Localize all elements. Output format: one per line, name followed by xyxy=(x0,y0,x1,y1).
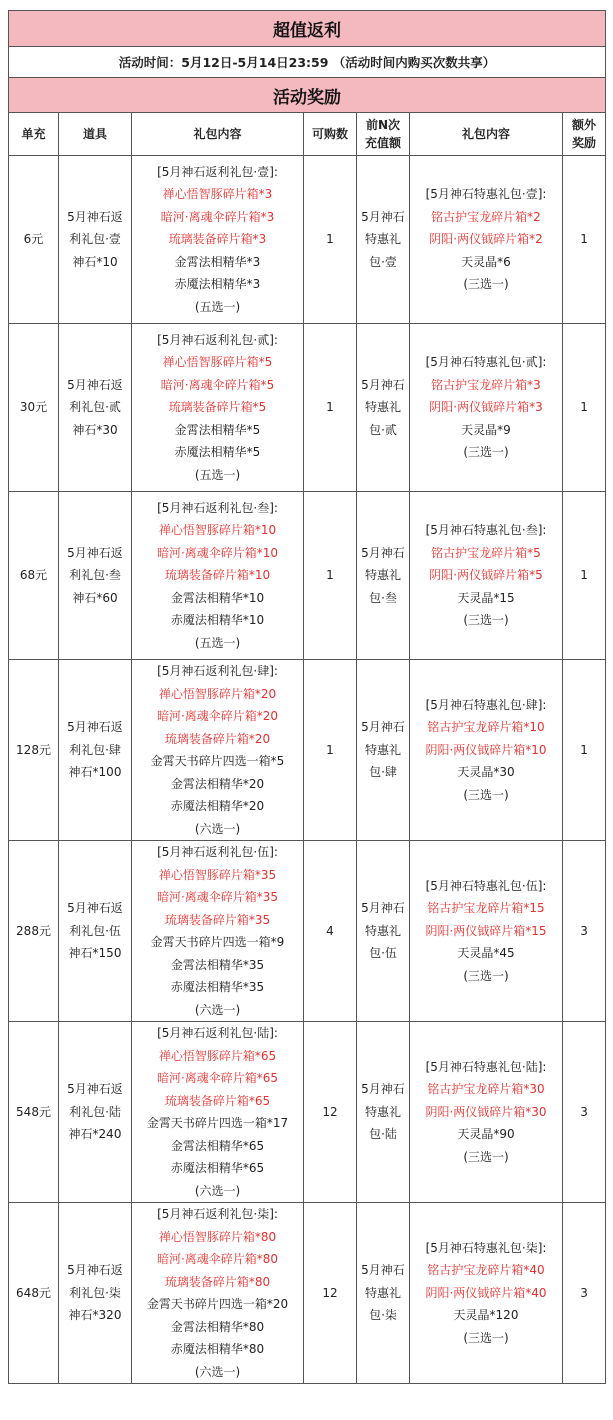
first-n-line: 包·壹 xyxy=(369,254,397,269)
pack2-line: 阴阳·两仪钺碎片箱*30 xyxy=(425,1104,547,1119)
pack2-line: 天灵晶*9 xyxy=(461,422,511,437)
pack-line: (六选一) xyxy=(194,1002,241,1017)
pack2-line: [5月神石特惠礼包·陆]: xyxy=(425,1059,547,1074)
pack-line: 琉璃装备碎片箱*10 xyxy=(164,568,271,583)
pack-line: 琉璃装备碎片箱*3 xyxy=(168,232,267,247)
pack2-line: [5月神石特惠礼包·叁]: xyxy=(425,523,547,538)
pack-line: 金霄法相精华*20 xyxy=(170,776,265,791)
pack-line: (五选一) xyxy=(194,467,241,482)
page-title: 超值返利 xyxy=(9,11,606,47)
buyable-count: 4 xyxy=(304,841,357,1022)
pack-contents xyxy=(132,156,304,324)
pack2-line: 阴阳·两仪钺碎片箱*3 xyxy=(429,400,543,415)
pack-line: 金霄法相精华*5 xyxy=(174,422,261,437)
item-line: 5月神石返 xyxy=(67,720,123,735)
recharge-amount: 68元 xyxy=(9,492,59,660)
first-n-line: 特惠礼 xyxy=(364,742,401,757)
recharge-amount: 548元 xyxy=(9,1022,59,1203)
pack-line: 赤魇法相精华*80 xyxy=(170,1342,265,1356)
pack-line: 赤魇法相精华*5 xyxy=(174,445,261,460)
item-line: 5月神石返 xyxy=(67,901,123,916)
pack-line: 琉璃装备碎片箱*65 xyxy=(164,1093,271,1108)
item-line: 神石*60 xyxy=(72,590,118,605)
pack2-line: 阴阳·两仪钺碎片箱*40 xyxy=(425,1285,547,1300)
item-line: 利礼包·肆 xyxy=(69,742,121,757)
pack2-line: 天灵晶*45 xyxy=(457,946,515,961)
pack2-line: 铭古护宝龙碎片箱*30 xyxy=(427,1082,545,1097)
pack-line: [5月神石返利礼包·伍]: xyxy=(157,845,278,859)
recharge-amount: 288元 xyxy=(9,841,59,1022)
first-n-line: 5月神石 xyxy=(361,1263,405,1278)
pack-line: 禅心悟智豚碎片箱*10 xyxy=(158,523,277,538)
item-name xyxy=(59,492,132,660)
extra-reward: 1 xyxy=(563,492,606,660)
extra-reward: 1 xyxy=(563,156,606,324)
item-line: 5月神石返 xyxy=(67,1263,123,1278)
pack-line: 赤魇法相精华*35 xyxy=(170,980,265,994)
pack2-line: 天灵晶*30 xyxy=(457,765,515,780)
pack-line: 金霄天书碎片四选一箱*5 xyxy=(150,754,285,768)
first-n-line: 5月神石 xyxy=(361,209,405,224)
pack2-line: [5月神石特惠礼包·柒]: xyxy=(425,1240,547,1255)
pack-line: 禅心悟智豚碎片箱*65 xyxy=(158,1048,277,1063)
first-n-line: 5月神石 xyxy=(361,901,405,916)
pack2-line: 铭古护宝龙碎片箱*3 xyxy=(431,377,541,392)
pack-line: [5月神石返利礼包·柒]: xyxy=(157,1207,278,1221)
header-first-n: 前N次充值额 xyxy=(357,113,410,156)
extra-reward: 3 xyxy=(563,1203,606,1384)
pack2-line: (三选一) xyxy=(463,1330,509,1345)
first-n-gift xyxy=(357,841,410,1022)
item-name xyxy=(59,1203,132,1384)
first-n-line: 包·贰 xyxy=(369,422,397,437)
item-line: 利礼包·贰 xyxy=(69,400,121,415)
pack-line: 琉璃装备碎片箱*20 xyxy=(164,731,271,746)
item-line: 利礼包·壹 xyxy=(69,232,121,247)
pack-line: 金霄天书碎片四选一箱*9 xyxy=(150,935,285,949)
pack2-line: (三选一) xyxy=(463,445,509,460)
pack2-line: (三选一) xyxy=(463,1149,509,1164)
item-line: 5月神石返 xyxy=(67,209,123,224)
first-n-line: 特惠礼 xyxy=(364,232,401,247)
pack-line: 金霄法相精华*3 xyxy=(174,254,261,269)
rebate-table xyxy=(8,10,606,1384)
first-n-line: 包·伍 xyxy=(369,946,397,961)
first-n-line: 特惠礼 xyxy=(364,400,401,415)
pack-line: [5月神石返利礼包·贰]: xyxy=(157,332,278,347)
header-contents: 礼包内容 xyxy=(132,113,304,156)
pack-contents-2 xyxy=(410,1203,563,1384)
first-n-gift xyxy=(357,1022,410,1203)
first-n-line: 包·柒 xyxy=(369,1308,397,1323)
pack-line: 赤魇法相精华*65 xyxy=(170,1161,265,1175)
pack2-line: 天灵晶*90 xyxy=(457,1127,515,1142)
header-contents-2: 礼包内容 xyxy=(410,113,563,156)
pack-line: 金霄法相精华*80 xyxy=(170,1319,265,1334)
first-n-line: 特惠礼 xyxy=(364,568,401,583)
first-n-gift xyxy=(357,660,410,841)
pack-contents xyxy=(132,1022,304,1203)
buyable-count: 12 xyxy=(304,1022,357,1203)
table-row xyxy=(9,156,606,324)
pack-contents xyxy=(132,660,304,841)
activity-time: 活动时间：5月12日-5月14日23:59 （活动时间内购买次数共享） xyxy=(9,47,606,78)
pack-line: 金霄法相精华*10 xyxy=(170,590,265,605)
first-n-line: 包·肆 xyxy=(369,765,397,780)
pack-contents xyxy=(132,1203,304,1384)
pack-line: 赤魇法相精华*10 xyxy=(170,613,265,628)
pack-line: 暗河·离魂伞碎片箱*5 xyxy=(160,377,275,392)
pack-line: 金霄天书碎片四选一箱*20 xyxy=(146,1297,289,1311)
pack2-line: 天灵晶*6 xyxy=(461,254,511,269)
header-buyable: 可购数 xyxy=(304,113,357,156)
pack-line: (五选一) xyxy=(194,635,241,650)
pack-line: (六选一) xyxy=(194,1364,241,1379)
pack-line: [5月神石返利礼包·叁]: xyxy=(157,500,278,515)
first-n-line: 特惠礼 xyxy=(364,1285,401,1300)
pack-line: 琉璃装备碎片箱*80 xyxy=(164,1274,271,1289)
buyable-count: 1 xyxy=(304,324,357,492)
extra-reward: 1 xyxy=(563,324,606,492)
item-line: 利礼包·陆 xyxy=(69,1104,121,1119)
extra-reward: 1 xyxy=(563,660,606,841)
pack2-line: 铭古护宝龙碎片箱*15 xyxy=(427,901,545,916)
pack2-line: 阴阳·两仪钺碎片箱*5 xyxy=(429,568,543,583)
pack-line: 禅心悟智豚碎片箱*3 xyxy=(162,187,273,202)
item-line: 利礼包·柒 xyxy=(69,1285,121,1300)
recharge-amount: 648元 xyxy=(9,1203,59,1384)
pack-line: 琉璃装备碎片箱*35 xyxy=(164,912,271,927)
item-line: 神石*320 xyxy=(68,1308,122,1323)
pack-line: [5月神石返利礼包·壹]: xyxy=(157,164,278,179)
item-line: 5月神石返 xyxy=(67,377,123,392)
pack2-line: 天灵晶*15 xyxy=(457,590,515,605)
item-name xyxy=(59,660,132,841)
buyable-count: 1 xyxy=(304,660,357,841)
pack2-line: [5月神石特惠礼包·伍]: xyxy=(425,878,547,893)
table-row xyxy=(9,1022,606,1203)
pack-line: (六选一) xyxy=(194,1183,241,1198)
item-line: 5月神石返 xyxy=(67,1082,123,1097)
first-n-line: 5月神石 xyxy=(361,720,405,735)
pack2-line: (三选一) xyxy=(463,968,509,983)
item-name xyxy=(59,156,132,324)
pack2-line: 阴阳·两仪钺碎片箱*15 xyxy=(425,923,547,938)
first-n-gift xyxy=(357,324,410,492)
pack2-line: 阴阳·两仪钺碎片箱*10 xyxy=(425,742,547,757)
pack2-line: 铭古护宝龙碎片箱*5 xyxy=(431,545,541,560)
item-line: 5月神石返 xyxy=(67,545,123,560)
pack2-line: [5月神石特惠礼包·壹]: xyxy=(425,187,547,202)
pack-line: 赤魇法相精华*3 xyxy=(174,277,261,292)
table-row xyxy=(9,841,606,1022)
pack-contents-2 xyxy=(410,492,563,660)
table-row xyxy=(9,492,606,660)
pack-line: 金霄法相精华*65 xyxy=(170,1138,265,1153)
first-n-line: 包·叁 xyxy=(369,590,397,605)
pack-line: 暗河·离魂伞碎片箱*20 xyxy=(156,709,279,723)
pack-line: 暗河·离魂伞碎片箱*35 xyxy=(156,890,279,904)
pack-contents xyxy=(132,841,304,1022)
recharge-amount: 30元 xyxy=(9,324,59,492)
extra-reward: 3 xyxy=(563,841,606,1022)
pack-contents xyxy=(132,324,304,492)
table-row xyxy=(9,1203,606,1384)
pack-line: 暗河·离魂伞碎片箱*3 xyxy=(160,209,275,224)
recharge-amount: 128元 xyxy=(9,660,59,841)
header-recharge: 单充 xyxy=(9,113,59,156)
pack2-line: 铭古护宝龙碎片箱*40 xyxy=(427,1263,545,1278)
pack-line: 金霄法相精华*35 xyxy=(170,957,265,972)
pack-line: 禅心悟智豚碎片箱*35 xyxy=(158,867,277,882)
pack-contents-2 xyxy=(410,156,563,324)
pack-line: 赤魇法相精华*20 xyxy=(170,799,265,813)
buyable-count: 1 xyxy=(304,156,357,324)
pack-line: 暗河·离魂伞碎片箱*65 xyxy=(156,1071,279,1085)
pack-line: [5月神石返利礼包·肆]: xyxy=(157,664,278,678)
table-body xyxy=(9,156,606,1384)
first-n-gift xyxy=(357,1203,410,1384)
pack-contents-2 xyxy=(410,841,563,1022)
recharge-amount: 6元 xyxy=(9,156,59,324)
pack-contents-2 xyxy=(410,324,563,492)
first-n-line: 5月神石 xyxy=(361,545,405,560)
first-n-line: 包·陆 xyxy=(369,1127,397,1142)
pack-line: 金霄天书碎片四选一箱*17 xyxy=(146,1116,289,1130)
item-name xyxy=(59,324,132,492)
header-item: 道具 xyxy=(59,113,132,156)
pack2-line: [5月神石特惠礼包·肆]: xyxy=(425,697,547,712)
item-line: 神石*240 xyxy=(68,1127,122,1142)
pack2-line: 阴阳·两仪钺碎片箱*2 xyxy=(429,232,543,247)
pack-line: 禅心悟智豚碎片箱*20 xyxy=(158,686,277,701)
pack2-line: (三选一) xyxy=(463,613,509,628)
pack-line: 暗河·离魂伞碎片箱*80 xyxy=(156,1252,279,1266)
extra-reward: 3 xyxy=(563,1022,606,1203)
first-n-line: 5月神石 xyxy=(361,1082,405,1097)
item-line: 神石*100 xyxy=(68,765,122,780)
table-row xyxy=(9,660,606,841)
pack-line: 暗河·离魂伞碎片箱*10 xyxy=(156,545,279,560)
header-extra: 额外奖励 xyxy=(563,113,606,156)
item-line: 利礼包·叁 xyxy=(69,568,121,583)
buyable-count: 1 xyxy=(304,492,357,660)
pack-line: 琉璃装备碎片箱*5 xyxy=(168,400,267,415)
buyable-count: 12 xyxy=(304,1203,357,1384)
pack2-line: 天灵晶*120 xyxy=(453,1308,519,1323)
first-n-line: 特惠礼 xyxy=(364,1104,401,1119)
pack2-line: (三选一) xyxy=(463,277,509,292)
first-n-gift xyxy=(357,492,410,660)
item-name xyxy=(59,1022,132,1203)
pack-contents-2 xyxy=(410,1022,563,1203)
item-name xyxy=(59,841,132,1022)
pack2-line: 铭古护宝龙碎片箱*10 xyxy=(427,720,545,735)
first-n-gift xyxy=(357,156,410,324)
section-title: 活动奖励 xyxy=(9,78,606,113)
first-n-line: 特惠礼 xyxy=(364,923,401,938)
pack-contents xyxy=(132,492,304,660)
pack-line: (六选一) xyxy=(194,821,241,836)
pack-contents-2 xyxy=(410,660,563,841)
pack2-line: 铭古护宝龙碎片箱*2 xyxy=(431,209,541,224)
pack-line: (五选一) xyxy=(194,299,241,314)
pack-line: 禅心悟智豚碎片箱*5 xyxy=(162,355,273,370)
pack-line: [5月神石返利礼包·陆]: xyxy=(157,1026,278,1040)
item-line: 神石*150 xyxy=(68,946,122,961)
pack2-line: [5月神石特惠礼包·贰]: xyxy=(425,355,547,370)
item-line: 利礼包·伍 xyxy=(69,923,121,938)
pack2-line: (三选一) xyxy=(463,787,509,802)
table-header-row xyxy=(9,113,606,156)
item-line: 神石*10 xyxy=(72,254,118,269)
table-row xyxy=(9,324,606,492)
pack-line: 禅心悟智豚碎片箱*80 xyxy=(158,1229,277,1244)
item-line: 神石*30 xyxy=(72,422,118,437)
first-n-line: 5月神石 xyxy=(361,377,405,392)
